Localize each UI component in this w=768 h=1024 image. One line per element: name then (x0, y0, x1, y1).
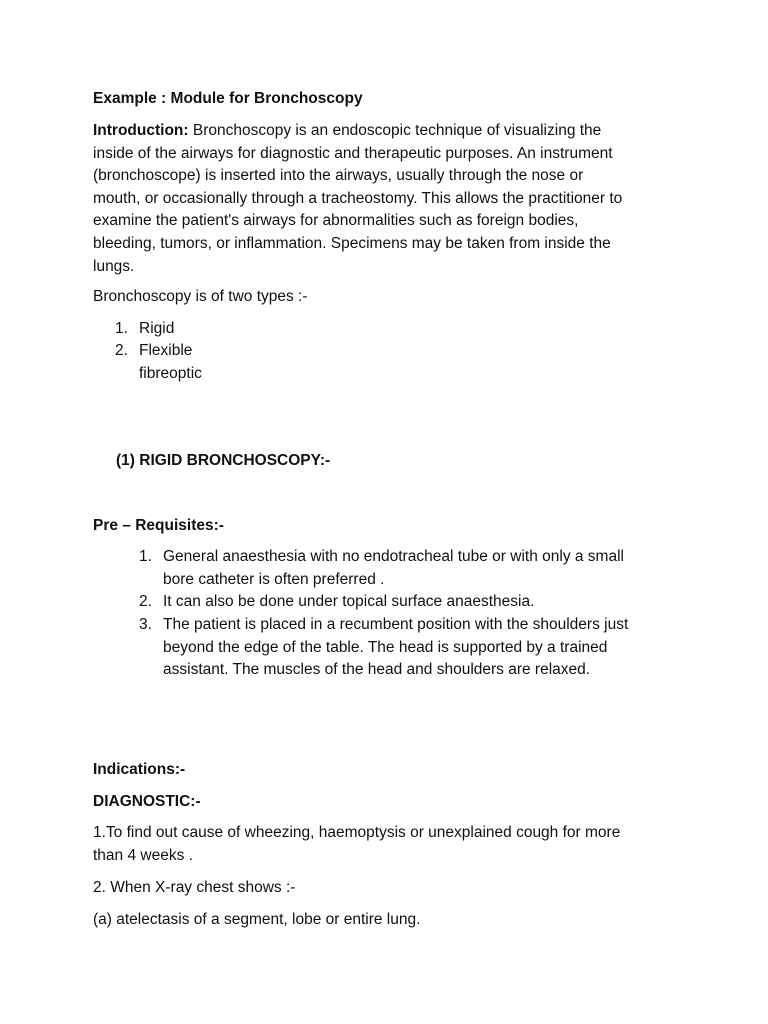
rigid-heading-text: RIGID BRONCHOSCOPY:- (139, 452, 331, 469)
intro-label: Introduction: (93, 122, 189, 139)
list-text-line: bore catheter is often preferred . (163, 570, 385, 588)
intro-line-7: lungs. (93, 257, 135, 275)
list-text-line: assistant. The muscles of the head and shoulders are relaxed. (163, 661, 591, 679)
list-number: 3. (139, 616, 152, 633)
diag-1-line-1: 1.To find out cause of wheezing, haemoptysis or unexplained cough for more (93, 824, 621, 841)
introduction-paragraph (93, 120, 673, 278)
rigid-heading (116, 450, 330, 473)
rigid-heading-number: (1) (116, 452, 135, 469)
list-text-line: beyond the edge of the table. The head is supported by a trained (163, 638, 608, 656)
list-text: Flexible fibreoptic (139, 342, 202, 382)
diagnostic-item-2: 2. When X-ray chest shows :- (93, 879, 296, 896)
prereq-heading: Pre – Requisites:- (93, 517, 224, 534)
diagnostic-heading: DIAGNOSTIC:- (93, 793, 201, 810)
intro-line-1 (93, 120, 673, 143)
list-number: 2. (139, 593, 152, 610)
list-text (163, 546, 624, 591)
intro-line-2: inside of the airways for diagnostic and therapeutic purposes. An instrument (93, 144, 613, 162)
types-intro: Bronchoscopy is of two types :- (93, 288, 308, 305)
intro-text-1: Bronchoscopy is an endoscopic technique of visualizing the (188, 122, 602, 139)
list-text: Rigid (139, 320, 175, 337)
list-number: 1. (139, 548, 152, 565)
diagnostic-item-1 (93, 822, 673, 867)
intro-line-3: (bronchoscope) is inserted into the airways, usually through the nose or (93, 167, 584, 185)
list-text (163, 614, 628, 682)
list-text-line: General anaesthesia with no endotracheal tube or with only a small (163, 548, 624, 565)
intro-line-4: mouth, or occasionally through a tracheostomy. This allows the practitioner to (93, 189, 623, 207)
diag-1-line-2: than 4 weeks . (93, 846, 193, 864)
list-text-line: It can also be done under topical surface anaesthesia. (163, 593, 535, 610)
list-number: 2. (115, 342, 128, 359)
intro-line-5: examine the patient's airways for abnormalities such as foreign bodies, (93, 212, 579, 230)
list-number: 1. (115, 320, 128, 337)
document-heading: Example : Module for Bronchoscopy (93, 90, 363, 107)
indications-heading: Indications:- (93, 761, 186, 778)
diagnostic-item-2a: (a) atelectasis of a segment, lobe or entire lung. (93, 911, 421, 928)
intro-line-6: bleeding, tumors, or inflammation. Specimens may be taken from inside the (93, 234, 611, 252)
list-text-line: The patient is placed in a recumbent position with the shoulders just (163, 616, 629, 633)
list-text (163, 591, 534, 614)
